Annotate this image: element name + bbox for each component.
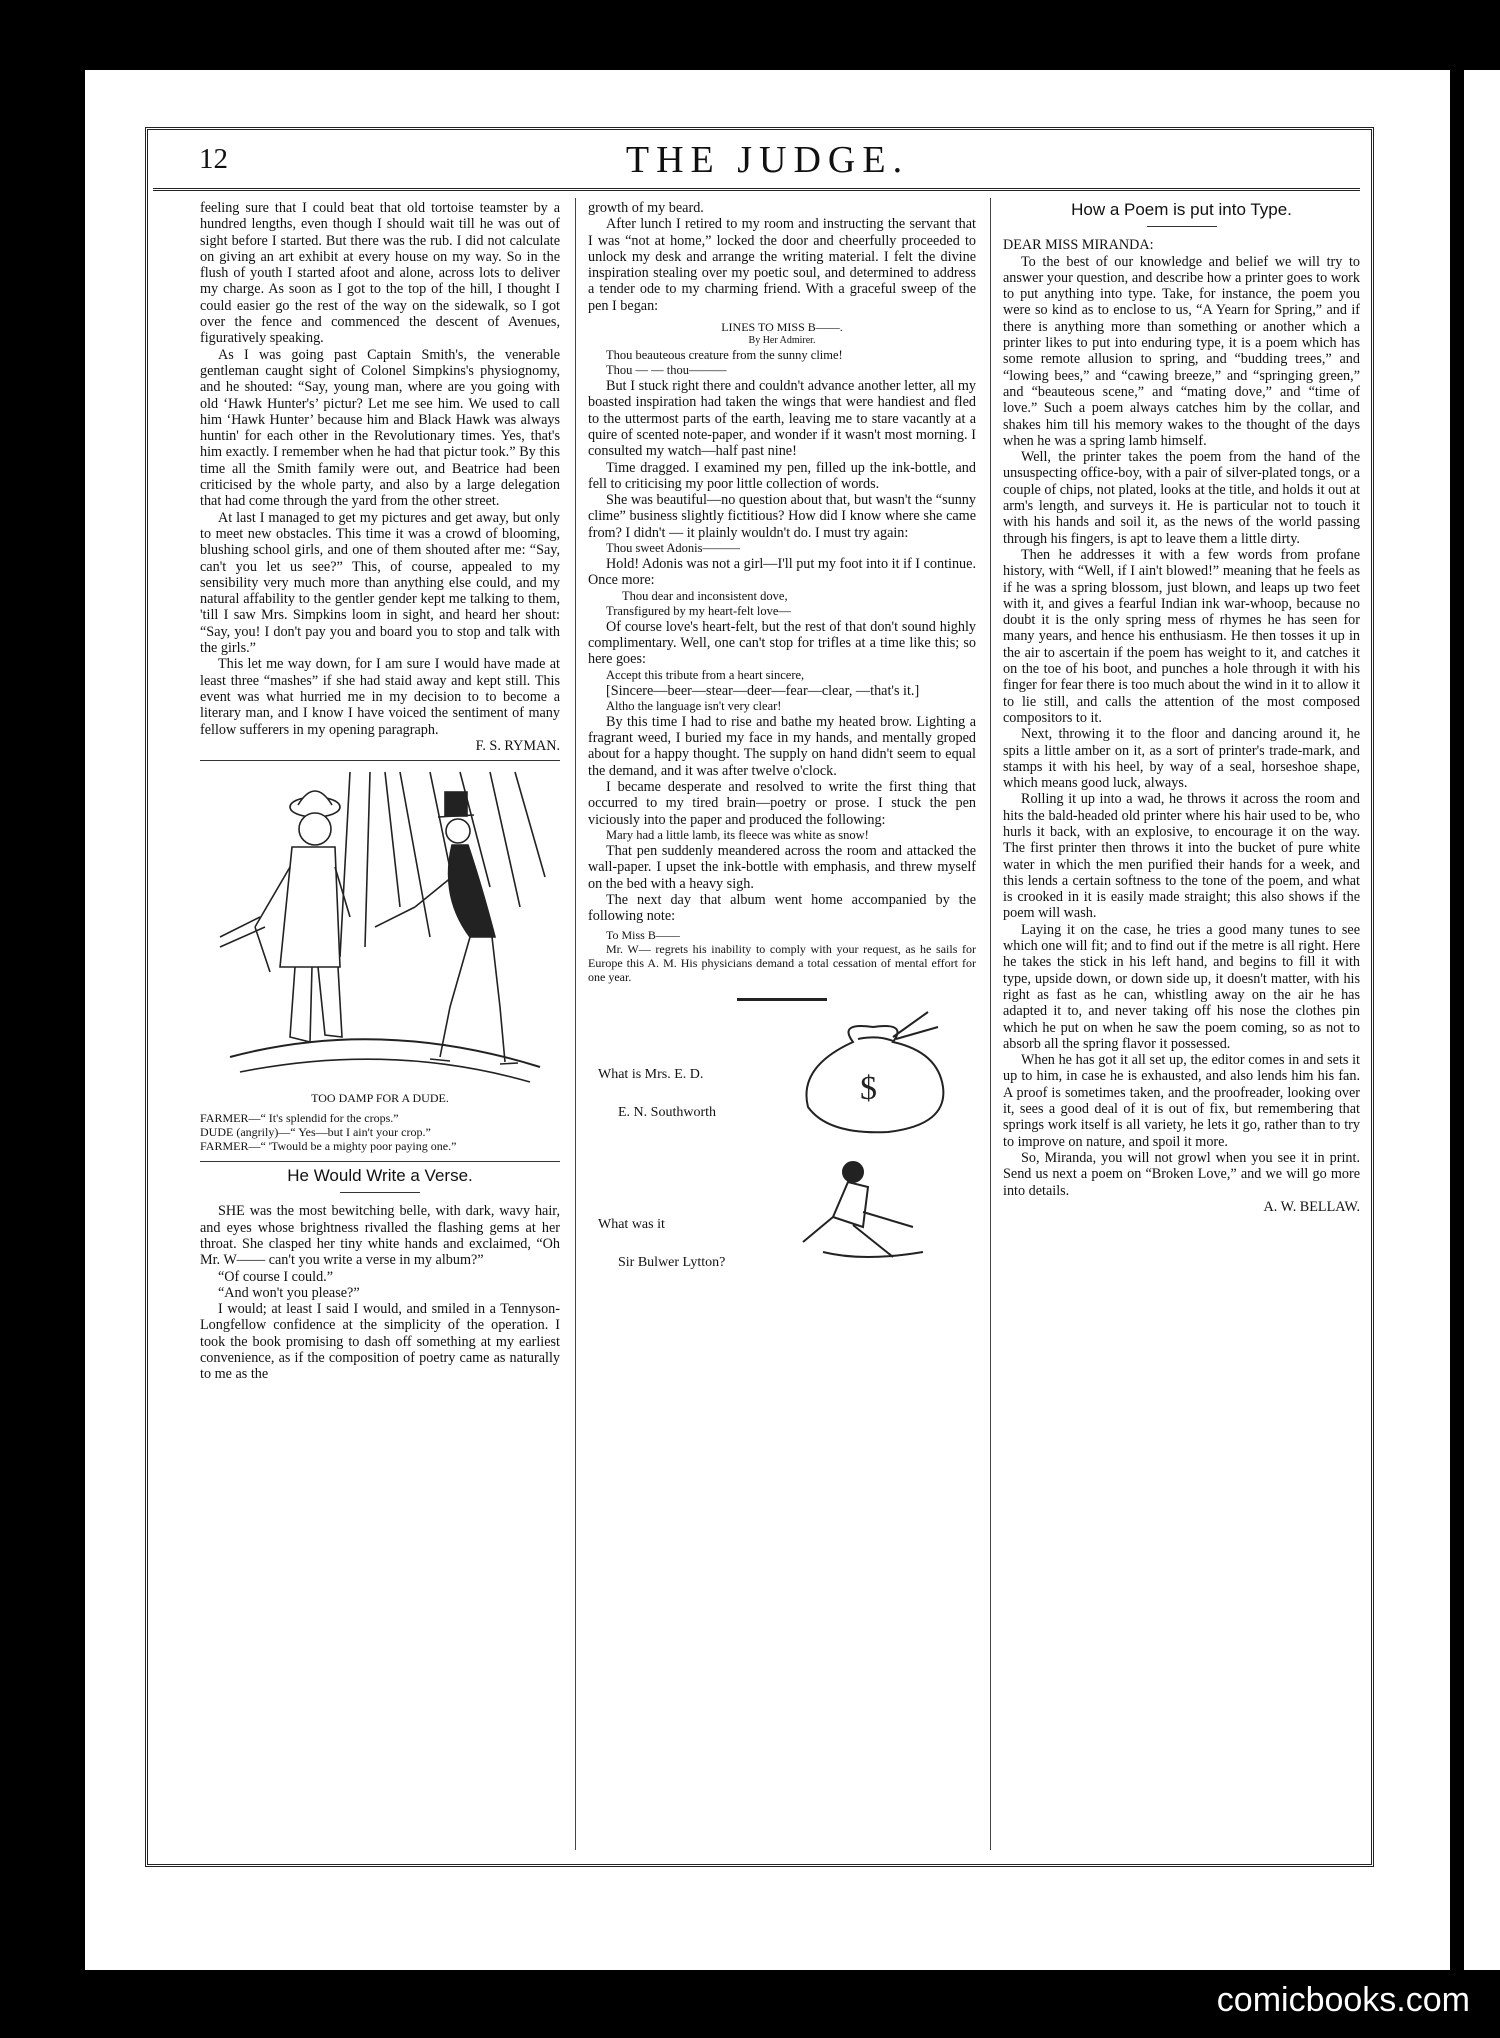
article-paragraph: After lunch I retired to my room and instructing the servant that I was “not at home,” locked the door and cheerfully proceeded to unlock my desk and arrange the writing material. I felt the divine inspiration stealing over my poetic soul, and determined to address a tender ode to my charming friend. With a graceful sweep of the pen I began: bbox=[588, 216, 976, 314]
page-number: 12 bbox=[199, 143, 228, 175]
article-paragraph: Next, throwing it to the floor and dancing around it, he spits a little amber on it, as a sort of printer's trade-mark, and stamps it with his heel, by way of a seal, horseshoe shape, which means good luck, always. bbox=[1003, 726, 1360, 792]
short-rule bbox=[1147, 226, 1217, 227]
verse-line: Thou sweet Adonis——— bbox=[606, 541, 741, 556]
salutation: DEAR MISS MIRANDA: bbox=[1003, 237, 1154, 254]
verse-line: Thou beauteous creature from the sunny clime! bbox=[606, 348, 843, 363]
article-paragraph: feeling sure that I could beat that old tortoise teamster by a hundred lengths, even though I should wait till he was out of sight before I started. But there was the rub. I did not calculate on giving an art exhibit at every house on my way. So in the flush of youth I started afoot and alone, across lots to deliver my charge. As soon as I got to the top of the hill, I thought I could easier go the rest of the way on the sidewalk, so I got over the fence and commenced the descent of Avenues, figuratively speaking. bbox=[200, 200, 560, 347]
cartoon-dialogue-line: FARMER—“ It's splendid for the crops.” bbox=[200, 1111, 399, 1126]
poem-title: LINES TO MISS B——. bbox=[721, 320, 843, 335]
article-paragraph: Rolling it up into a wad, he throws it across the room and hits the bald-headed old printer where his hair used to be, who hurls it back, with an explosive, to encourage it on the way. The first printer then throws it into the bucket of pure white water in which the men purified their hands for a week, and this lends a certain softness to the tone of the poem, and what is crooked in it is easily made straight; this also shows if the poem will wash. bbox=[1003, 791, 1360, 922]
article-paragraph: growth of my beard. bbox=[588, 200, 704, 216]
article-paragraph: I would; at least I said I would, and smiled in a Tennyson-Longfellow confidence at the simplicity of the operation. I took the book promising to dash off something at my earliest convenience, as if the composition of poetry came as naturally to me as the bbox=[200, 1301, 560, 1383]
article-paragraph: At last I managed to get my pictures and get away, but only to meet new obstacles. This time it was a crowd of blooming, blushing school girls, and one of them shouted after me: “Say, can't you let us see?” This, of course, appealed to my sensibility very much more than anything else could, and my natural affability to the gentler gender kept me talking to them, 'till I saw Mrs. Simpkins loom in sight, and heard her shout: “Say, you! I don't pay you and board you to stop and talk with the girls.” bbox=[200, 509, 560, 657]
article-paragraph: “And won't you please?” bbox=[218, 1284, 360, 1301]
verse-line: Transfigured by my heart-felt love— bbox=[606, 603, 791, 618]
divider bbox=[200, 1161, 560, 1162]
article-paragraph: As I was going past Captain Smith's, the venerable gentleman caught sight of Colonel Simpkins's physiognomy, and he shouted: “Say, young man, where are you going with old ‘Hawk Hunter's’ pictur? Let me see him. We used to call him ‘Hawk Hunter’ because him and Black Hawk was always huntin' for each other in the Revolutionary times. Yes, that's him exactly. I remember when he had that pictur took.” By this time all the Smith family were out, and Beatrice had been criticised by the whole party, and also by a large delegation that had come through the yard from the other street. bbox=[200, 346, 560, 510]
article-paragraph: Time dragged. I examined my pen, filled up the ink-bottle, and fell to criticising my poor little collection of words. bbox=[588, 459, 976, 492]
article-paragraph: Well, the printer takes the poem from the hand of the unsuspecting office-boy, with a pair of silver-plated tongs, or a couple of chips, not plated, looks at the title, and holds it out at arm's length, and surveys it. He is particular not to touch it with his hands and soil it, as the news of the world passing through his fingers, is apt to leave them a little dirty. bbox=[1003, 449, 1360, 547]
article-paragraph: Then he addresses it with a few words from profane history, with “Well, if I ain't blowed!” meaning that he feels as if he was a spring blossom, just blown, and leaps up two feet with it, and gives a fearful Indian ink war-whoop, because no doubt it is the only spring mess of rhymes he has seen for many years, and hence his enthusiasm. He then tosses it up in the air to ascertain if the poem has weight to it, and catches it on the toe of his boot, and punches a hole through it with his finger for fear there is too much about the wind in it to allow it to lie still, and calls the attention of the most composed compositors to it. bbox=[1003, 546, 1360, 726]
note-recipient: To Miss B—— bbox=[606, 928, 680, 943]
article-paragraph: By this time I had to rise and bathe my heated brow. Lighting a fragrant weed, I buried my face in my hands, and mentally groped about for a happy thought. The supply on hand didn't seem to equal the demand, and it was after twelve o'clock. bbox=[588, 713, 976, 779]
column-1 bbox=[200, 200, 560, 1383]
article-paragraph: So, Miranda, you will not growl when you see it in print. Send us next a poem on “Broken Love,” and we will go more into details. bbox=[1003, 1149, 1360, 1199]
header-rule bbox=[153, 188, 1360, 191]
masthead-title: THE JUDGE. bbox=[625, 139, 910, 181]
article-title: How a Poem is put into Type. bbox=[1071, 200, 1292, 219]
article-paragraph: The next day that album went home accompanied by the following note: bbox=[588, 891, 976, 925]
adjacent-page-edge bbox=[1464, 70, 1500, 1970]
article-title: He Would Write a Verse. bbox=[287, 1166, 473, 1186]
cartoon-dialogue-line: DUDE (angrily)—“ Yes—but I ain't your crop.” bbox=[200, 1125, 431, 1140]
svg-text:$: $ bbox=[860, 1070, 877, 1108]
column-rule-2 bbox=[990, 198, 991, 1850]
article-paragraph: Of course love's heart-felt, but the rest of that don't sound highly complimentary. Well, one can't stop for trifles at a time like this; so here goes: bbox=[588, 618, 976, 668]
watermark: comicbooks.com bbox=[1216, 1981, 1470, 2019]
article-paragraph: “Of course I could.” bbox=[218, 1268, 334, 1285]
article-paragraph: But I stuck right there and couldn't advance another letter, all my boasted inspiration had taken the wings that were handiest and fled to the uttermost parts of the earth, leaving me to stare vacantly at a quire of scented note-paper, and wonder if it wasn't most morning. I consulted my watch—half past nine! bbox=[588, 378, 976, 460]
article-paragraph: [Sincere—beer—stear—deer—fear—clear, —that's it.] bbox=[606, 682, 920, 699]
riddle-ad bbox=[588, 1007, 976, 1271]
riddle-answer-1: E. N. Southworth bbox=[618, 1105, 716, 1121]
article-paragraph: I became desperate and resolved to write the first thing that occurred to my tired brain—poetry or prose. I stuck the pen viciously into the paper and produced the following: bbox=[588, 779, 976, 828]
riddle-answer-2: Sir Bulwer Lytton? bbox=[618, 1255, 726, 1271]
short-rule bbox=[737, 998, 827, 1001]
verse-line: Thou — — thou——— bbox=[606, 363, 727, 378]
cartoon-dialogue-line: FARMER—“ 'Twould be a mighty poor paying one.” bbox=[200, 1139, 457, 1154]
verse-line: Altho the language isn't very clear! bbox=[606, 698, 782, 713]
magazine-page bbox=[85, 70, 1450, 1970]
cartoon-caption: TOO DAMP FOR A DUDE. bbox=[311, 1091, 449, 1106]
article-paragraph: When he has got it all set up, the editor comes in and sets it up to him, in case he is exhausted, and also lends him his fan. A proof is sometimes taken, and the proofreader, looking over it, sees a good deal of it is out of fix, but remembering that springs work itself is all variety, he lets it go, rather than to try to improve on nature, and spoil it more. bbox=[1003, 1052, 1360, 1150]
column-3 bbox=[1003, 200, 1360, 1215]
column-2 bbox=[588, 200, 976, 1271]
note-text: Mr. W— regrets his inability to comply with your request, as he sails for Europe this A. M. His physicians demand a total cessation of mental effort for one year. bbox=[588, 942, 976, 985]
riddle-question-2: What was it bbox=[598, 1217, 665, 1233]
article-paragraph: SHE was the most bewitching belle, with dark, wavy hair, and eyes whose brightness rivalled the flashing gems at her throat. She clasped her tiny white hands and exclaimed, “Oh Mr. W—— can't you write a verse in my album?” bbox=[200, 1203, 560, 1269]
divider bbox=[200, 760, 560, 761]
signature: F. S. RYMAN. bbox=[475, 737, 560, 754]
farmer-and-dude-illustration bbox=[200, 767, 560, 1087]
article-paragraph: Hold! Adonis was not a girl—I'll put my foot into it if I continue. Once more: bbox=[588, 556, 976, 589]
article-paragraph: That pen suddenly meandered across the room and attacked the wall-paper. I upset the ink-bottle with emphasis, and threw myself on the bed with a heavy sigh. bbox=[588, 842, 976, 892]
signature: A. W. BELLAW. bbox=[1263, 1198, 1360, 1215]
column-rule-1 bbox=[575, 198, 576, 1850]
article-paragraph: This let me way down, for I am sure I would have made at least three “mashes” if she had staid away and kept still. This event was what hurried me in my decision to to become a literary man, and I know I have voiced the sentiment of many fellow sufferers in my opening paragraph. bbox=[200, 656, 560, 738]
verse-line: Thou dear and inconsistent dove, bbox=[622, 588, 788, 603]
riddle-question-1: What is Mrs. E. D. bbox=[598, 1067, 704, 1083]
dude-cartoon bbox=[200, 767, 560, 1087]
short-rule bbox=[340, 1192, 420, 1193]
verse-line: Mary had a little lamb, its fleece was white as snow! bbox=[606, 827, 869, 842]
verse-line: Accept this tribute from a heart sincere, bbox=[606, 667, 805, 682]
article-paragraph: To the best of our knowledge and belief we will try to answer your question, and describe how a printer goes to work to put anything into type. Take, for instance, the poem you were so kind as to enclose to us, “A Yearn for Spring,” and if there is anything more than something or another which a printer likes to put into enduring type, it is a poem which has some remote allusion to spring, and “budding trees,” and “lowing bees,” and “cawing breeze,” and “springing green,” and “beauteous scene,” and “mating dove,” and “time of love.” Such a poem always catches him by the collar, and shakes him till his memory wakes to the thought of the days when he was a spring lamb himself. bbox=[1003, 253, 1360, 449]
money-bag-icon bbox=[778, 1007, 968, 1137]
poem-byline: By Her Admirer. bbox=[748, 335, 816, 347]
reclining-figure-icon bbox=[793, 1157, 943, 1267]
article-paragraph: Laying it on the case, he tries a good many tunes to see which one will fit; and to find out if the metre is all right. Here he takes the stick in his left hand, and begins to fill it with type, upside down, or down side up, it doesn't matter, with his right as fast as he can, whistling away on the air he has adapted it to, and never taking off his nose the clothes pin which he put on when he saw the poem coming, so as not to absorb all the spring flavor it possessed. bbox=[1003, 921, 1360, 1052]
article-paragraph: She was beautiful—no question about that, but wasn't the “sunny clime” business slightly fictitious? How did I know where she came from? I didn't — it plainly wouldn't do. I must try again: bbox=[588, 492, 976, 541]
